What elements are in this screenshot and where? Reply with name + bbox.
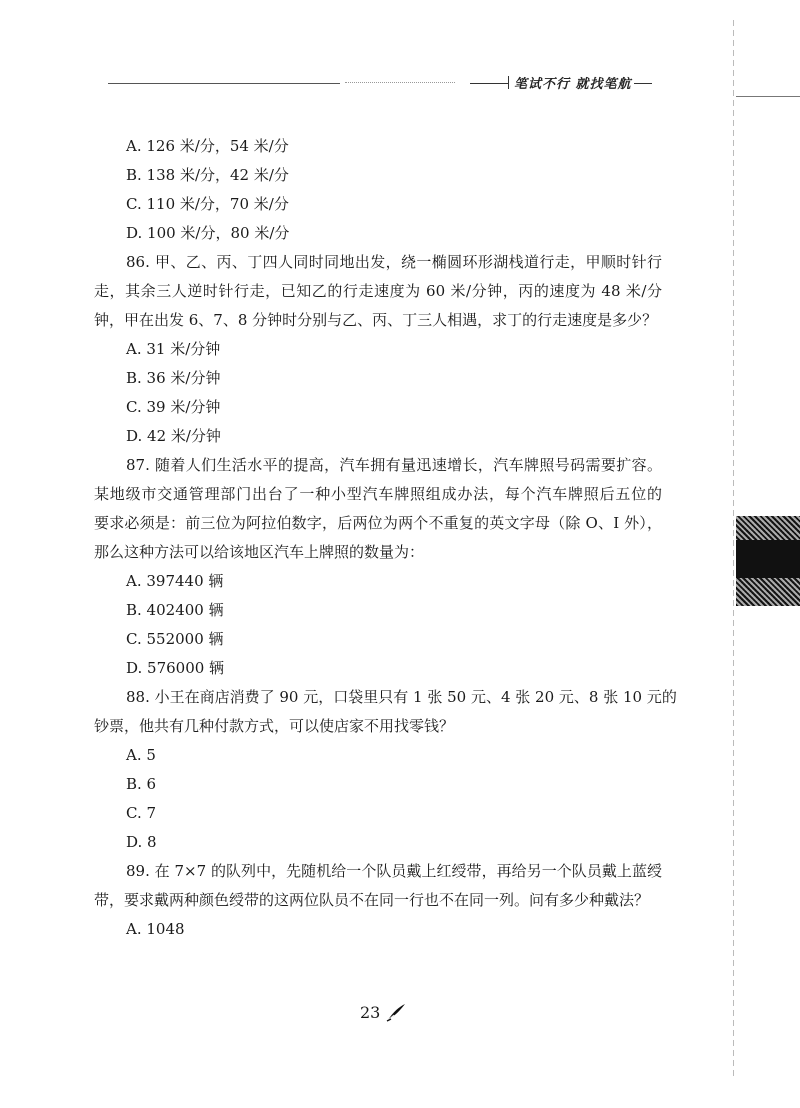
question-87-stem-line: 要求必须是：前三位为阿拉伯数字，后两位为两个不重复的英文字母（除 O、I 外）， <box>94 514 662 532</box>
page-number: 23 <box>360 1002 381 1022</box>
header-rule-mid <box>470 83 508 84</box>
option-86-b: B. 36 米/分钟 <box>126 369 221 387</box>
option-87-d: D. 576000 辆 <box>126 659 225 677</box>
quill-pen-icon <box>386 1002 406 1022</box>
option-85-c: C. 110 米/分，70 米/分 <box>126 195 289 213</box>
question-86-stem-line: 走，其余三人逆时针行走，已知乙的行走速度为 60 米/分钟，丙的速度为 48 米/分 <box>94 282 662 300</box>
question-87-stem-line: 87. 随着人们生活水平的提高，汽车拥有量迅速增长，汽车牌照号码需要扩容。 <box>126 456 662 474</box>
option-85-d: D. 100 米/分，80 米/分 <box>126 224 290 242</box>
question-87-stem-line: 那么这种方法可以给该地区汽车上牌照的数量为： <box>94 543 425 561</box>
option-86-d: D. 42 米/分钟 <box>126 427 221 445</box>
option-88-d: D. 8 <box>126 833 157 851</box>
header-rule-left <box>108 83 340 84</box>
question-88-stem-line: 88. 小王在商店消费了 90 元，口袋里只有 1 张 50 元、4 张 20 元、8 张 10 元的 <box>126 688 677 706</box>
option-87-c: C. 552000 辆 <box>126 630 224 648</box>
question-87-stem-line: 某地级市交通管理部门出台了一种小型汽车牌照组成办法，每个汽车牌照后五位的 <box>94 485 662 503</box>
page-content <box>94 132 677 944</box>
header-slogan: 笔试不行 就找笔航 <box>514 77 632 92</box>
option-86-c: C. 39 米/分钟 <box>126 398 221 416</box>
section-thumb-tab-band <box>736 540 800 578</box>
header-rule-right <box>634 83 652 84</box>
question-89-stem-line: 89. 在 7×7 的队列中，先随机给一个队员戴上红绶带，再给另一个队员戴上蓝绶 <box>126 862 662 880</box>
option-85-b: B. 138 米/分，42 米/分 <box>126 166 289 184</box>
option-88-c: C. 7 <box>126 804 157 822</box>
header-tick <box>508 76 509 89</box>
question-86-stem-line: 86. 甲、乙、丙、丁四人同时同地出发，绕一椭圆环形湖栈道行走，甲顺时针行 <box>126 253 662 271</box>
question-89-stem-line: 带，要求戴两种颜色绶带的这两位队员不在同一行也不在同一列。问有多少种戴法？ <box>94 891 650 909</box>
option-87-a: A. 397440 辆 <box>126 572 224 590</box>
header-dots <box>345 82 455 83</box>
option-87-b: B. 402400 辆 <box>126 601 224 619</box>
option-88-b: B. 6 <box>126 775 157 793</box>
question-88-stem-line: 钞票，他共有几种付款方式，可以使店家不用找零钱？ <box>94 717 455 735</box>
option-89-a: A. 1048 <box>126 920 185 938</box>
scan-edge-mark <box>736 96 800 97</box>
option-85-a: A. 126 米/分，54 米/分 <box>126 137 289 155</box>
question-86-stem-line: 钟，甲在出发 6、7、8 分钟时分别与乙、丙、丁三人相遇，求丁的行走速度是多少？ <box>94 311 658 329</box>
scan-edge-rule <box>733 20 734 1080</box>
option-88-a: A. 5 <box>126 746 156 764</box>
option-86-a: A. 31 米/分钟 <box>126 340 221 358</box>
page-footer <box>360 1000 406 1024</box>
